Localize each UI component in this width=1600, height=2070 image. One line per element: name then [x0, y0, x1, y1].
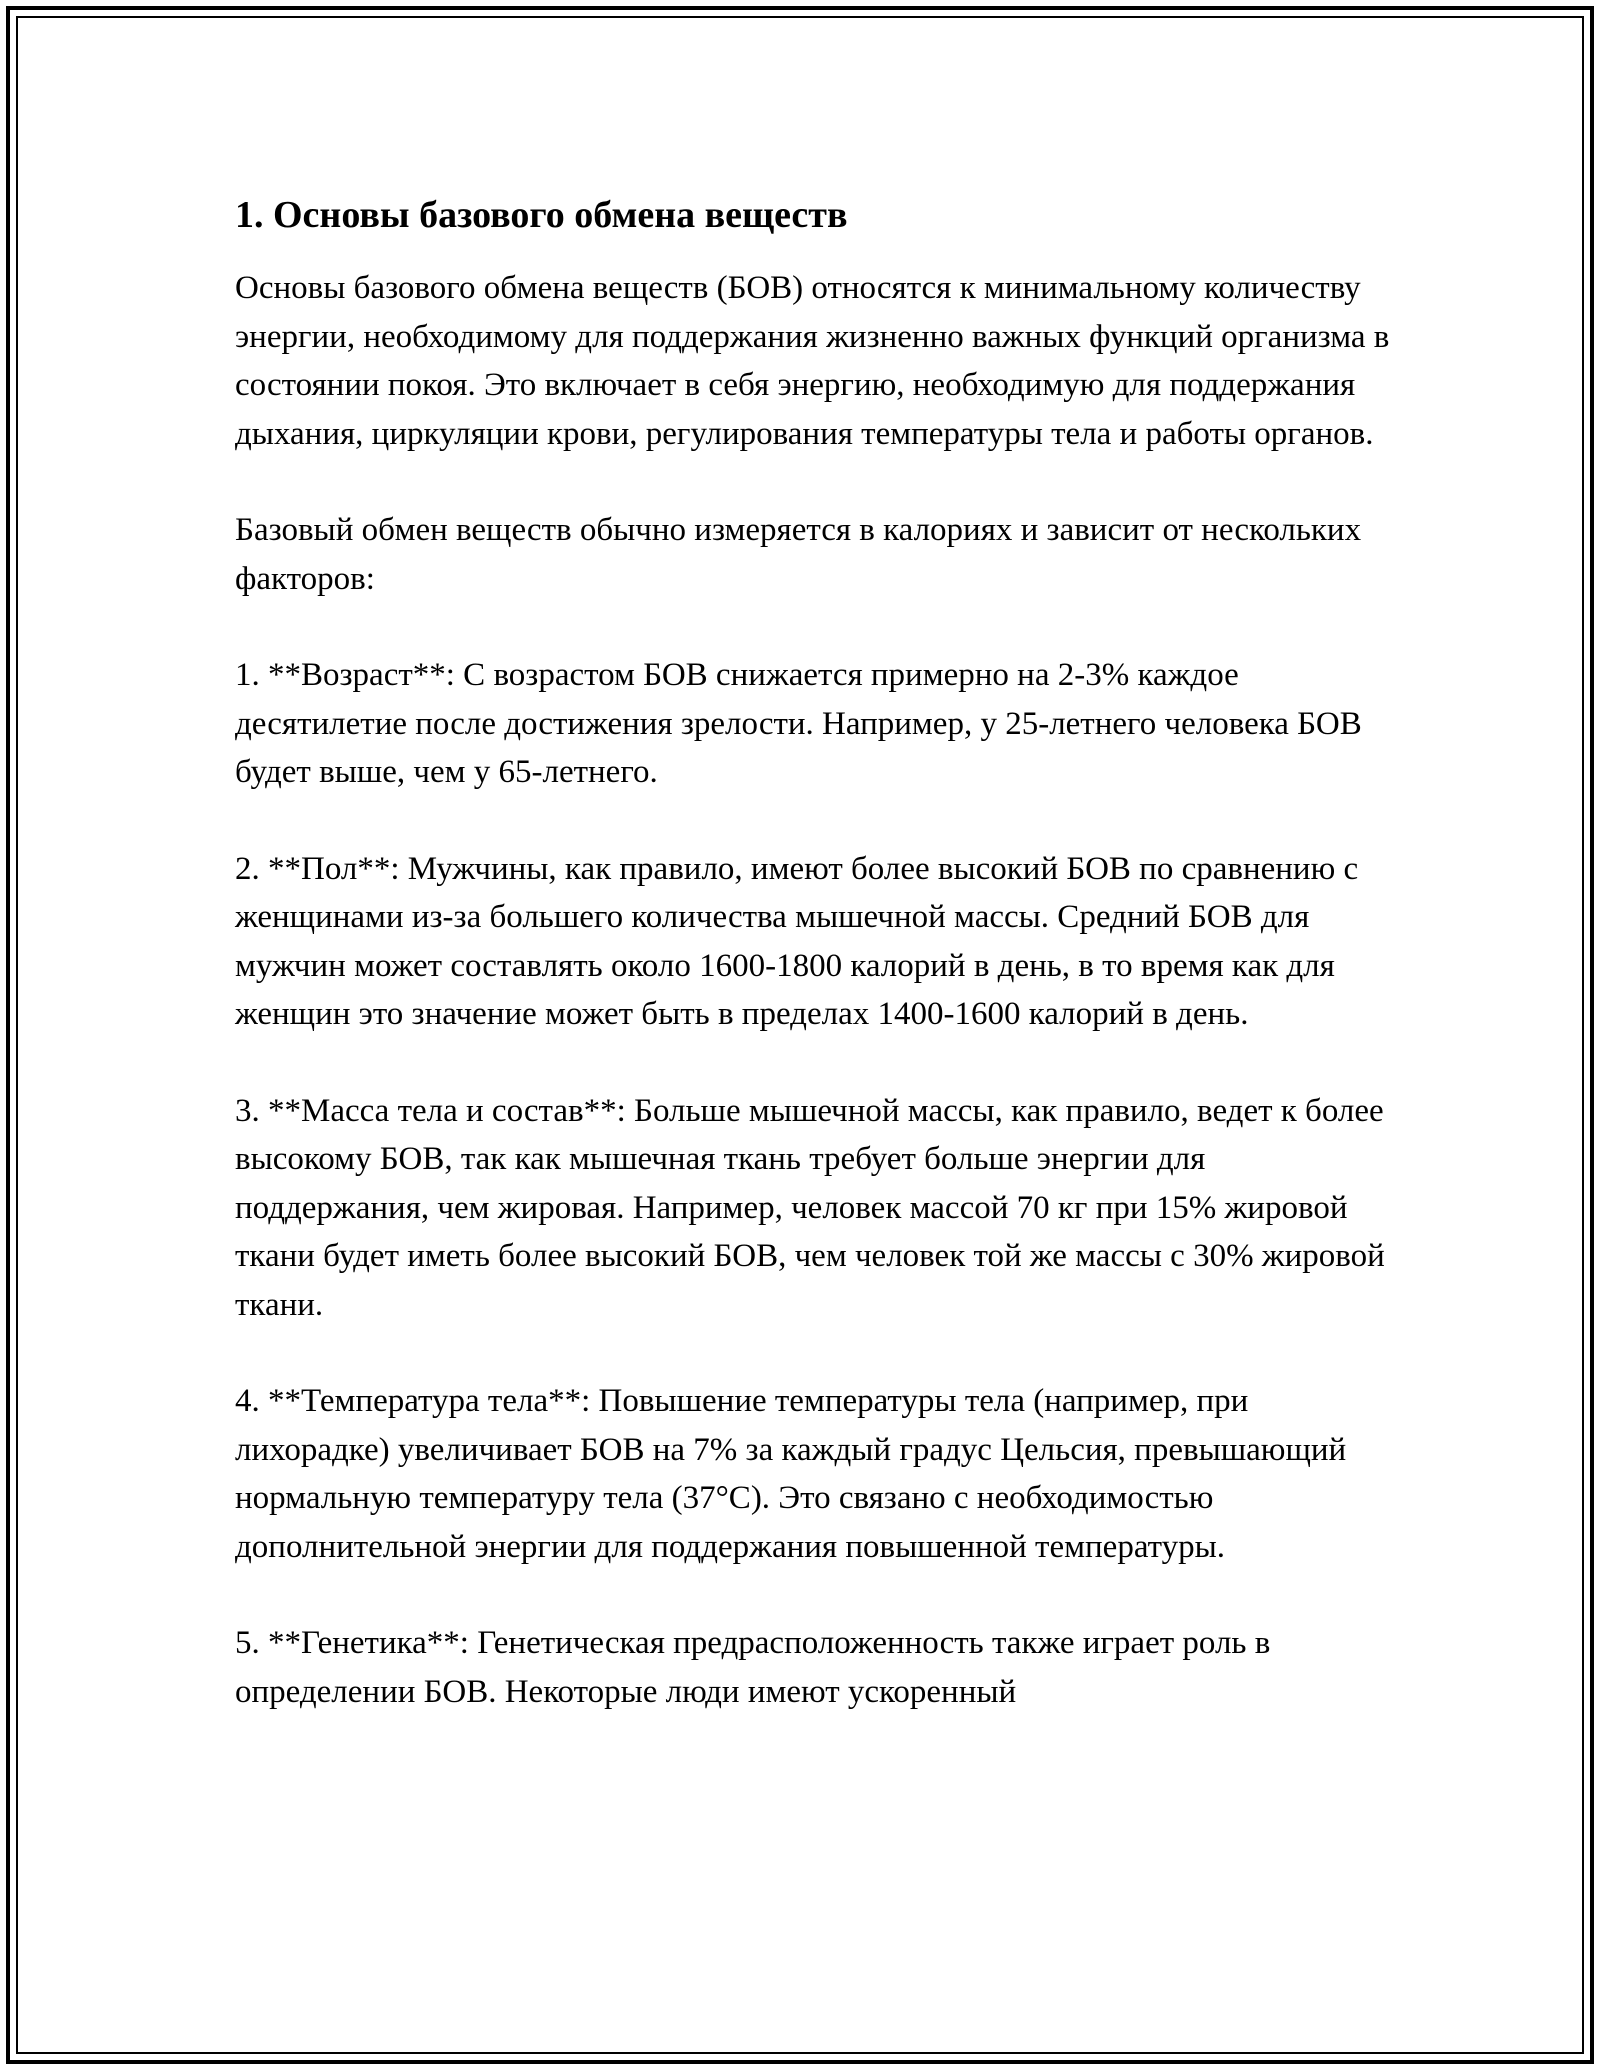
list-item-body-mass: 3. **Масса тела и состав**: Больше мышечной массы, как правило, ведет к более высокому БОВ, так как мышечная ткань требует больше энергии для поддержания, чем жировая. Например, человек массой 70 кг при 15% жировой ткани будет иметь более высокий БОВ, чем человек той же массы с 30% жировой ткани. — [235, 1092, 1385, 1323]
list-item-genetics: 5. **Генетика**: Генетическая предрасположенность также играет роль в определении БОВ. Некоторые люди имеют ускоренный — [235, 1625, 1271, 1710]
document-body — [235, 186, 1395, 1764]
paragraph-intro: Основы базового обмена веществ (БОВ) относятся к минимальному количеству энергии, необходимому для поддержания жизненно важных функций организма в состоянии покоя. Это включает в себя энергию, необходимую для поддержания дыхания, циркуляции крови, регулирования температуры тела и работы органов. — [235, 270, 1390, 452]
section-heading: 1. Основы базового обмена веществ — [235, 194, 848, 236]
list-item-age: 1. **Возраст**: С возрастом БОВ снижается примерно на 2-3% каждое десятилетие после достижения зрелости. Например, у 25-летнего человека БОВ будет выше, чем у 65-летнего. — [235, 657, 1362, 790]
paragraph-factors-intro: Базовый обмен веществ обычно измеряется в калориях и зависит от нескольких факторов: — [235, 512, 1362, 597]
list-item-body-temperature: 4. **Температура тела**: Повышение температуры тела (например, при лихорадке) увеличивает БОВ на 7% за каждый градус Цельсия, превышающий нормальную температуру тела (37°C). Это связано с необходимостью дополнительной энергии для поддержания повышенной температуры. — [235, 1383, 1347, 1565]
list-item-sex: 2. **Пол**: Мужчины, как правило, имеют более высокий БОВ по сравнению с женщинами из-за большего количества мышечной массы. Средний БОВ для мужчин может составлять около 1600-1800 калорий в день, в то время как для женщин это значение может быть в пределах 1400-1600 калорий в день. — [235, 850, 1359, 1032]
